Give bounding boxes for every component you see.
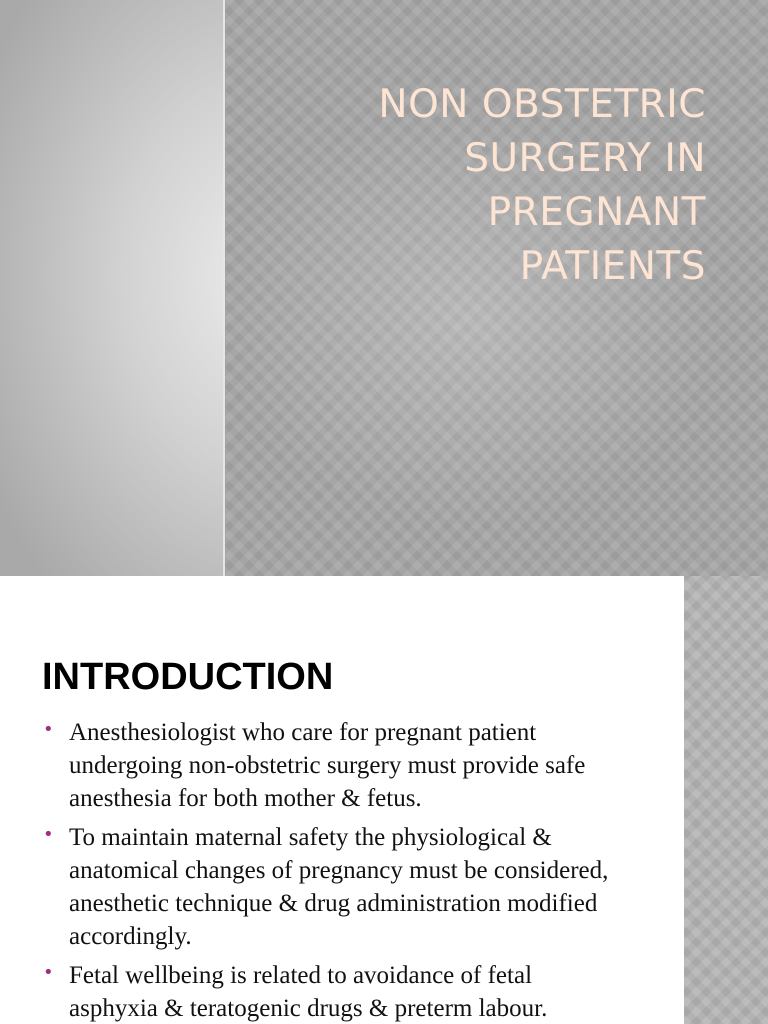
bullet-text: To maintain maternal safety the physiological & anatomical changes of pregnancy must be considered, anesthetic technique & drug administration modified accordingly. <box>69 824 609 950</box>
bullet-dot-icon: • <box>43 824 54 845</box>
introduction-slide <box>0 576 768 1024</box>
bullet-item <box>42 959 622 1024</box>
intro-slide-patterned-strip <box>684 576 768 1024</box>
bullet-item <box>42 716 622 815</box>
bullet-dot-icon: • <box>43 719 54 740</box>
intro-heading: INTRODUCTION <box>42 656 334 698</box>
bullet-dot-icon: • <box>43 962 54 983</box>
bullet-text: Anesthesiologist who care for pregnant patient undergoing non-obstetric surgery must provide safe anesthesia for both mother & fetus. <box>69 719 586 812</box>
bullet-item <box>42 821 622 953</box>
bullet-list <box>42 716 622 1024</box>
slide-title: NON OBSTETRIC SURGERY IN PREGNANT PATIENTS <box>378 82 706 289</box>
bullet-text: Fetal wellbeing is related to avoidance of fetal asphyxia & teratogenic drugs & preterm labour. <box>69 962 548 1022</box>
title-slide-left-panel <box>0 0 223 576</box>
